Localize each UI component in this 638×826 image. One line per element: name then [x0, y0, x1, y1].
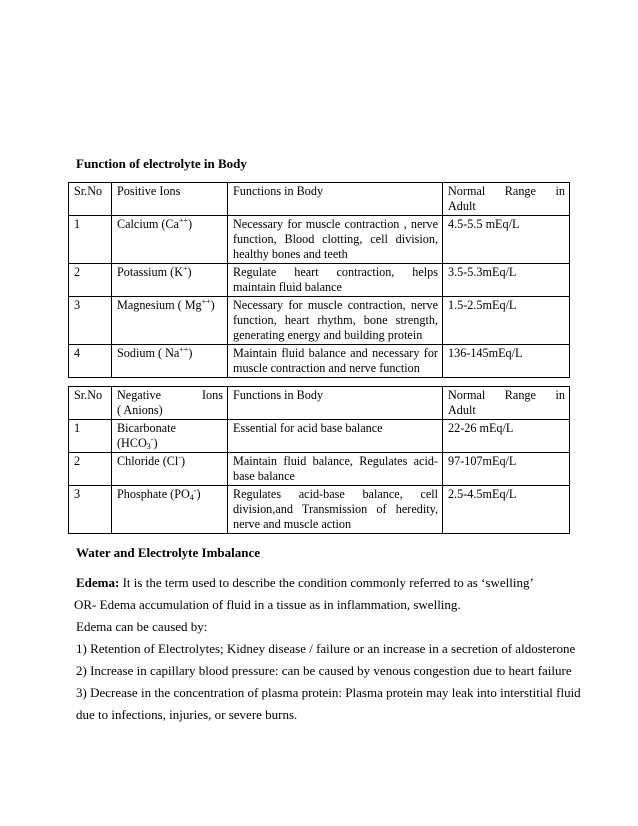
- ion-close: ): [187, 265, 192, 279]
- ion-close: ): [210, 298, 215, 312]
- cell-srno: 3: [69, 297, 112, 345]
- cell-ion: [112, 453, 228, 486]
- ion-close: ): [196, 487, 201, 501]
- header-normal-word: Normal: [448, 388, 486, 402]
- edema-label: Edema:: [76, 575, 120, 590]
- cell-srno: 1: [69, 420, 112, 453]
- table-row: [69, 345, 570, 378]
- header-functions: Functions in Body: [228, 183, 443, 216]
- header-normal-range: [443, 387, 570, 420]
- edema-cause-2: 2) Increase in capillary blood pressure: can be caused by venous congestion due to heart failure: [76, 663, 572, 678]
- header-normal-word: Normal: [448, 184, 486, 198]
- header-adult-word: Adult: [448, 403, 476, 417]
- cell-range: 97-107mEq/L: [443, 453, 570, 486]
- ion-name: Potassium (K: [117, 265, 184, 279]
- ion-name: Magnesium ( Mg: [117, 298, 202, 312]
- cell-ion: [112, 264, 228, 297]
- ion-name: (HCO: [117, 436, 147, 450]
- header-normal-range: [443, 183, 570, 216]
- header-anions-word: ( Anions): [117, 403, 163, 417]
- cell-ion: [112, 420, 228, 453]
- header-negative-word: Negative: [117, 388, 161, 402]
- header-srno: Sr.No: [69, 387, 112, 420]
- edema-caused-by: Edema can be caused by:: [76, 619, 208, 634]
- edema-cause-3-continued: due to infections, injuries, or severe burns.: [76, 707, 298, 722]
- ion-charge: -: [193, 486, 197, 495]
- header-ions-word: Ions: [202, 388, 223, 402]
- ion-subscript: 4: [189, 493, 194, 502]
- cell-function: Essential for acid base balance: [228, 420, 443, 453]
- cell-range: 1.5-2.5mEq/L: [443, 297, 570, 345]
- header-range-word: Range: [504, 184, 536, 198]
- cell-srno: 2: [69, 264, 112, 297]
- ion-charge: -: [178, 453, 181, 462]
- table-row: [69, 486, 570, 534]
- table-header-row: [69, 387, 570, 420]
- header-range-word: Range: [504, 388, 536, 402]
- ion-close: ): [187, 217, 193, 231]
- cell-function: Regulate heart contraction, helps maintain fluid balance: [228, 264, 443, 297]
- cell-ion: [112, 216, 228, 264]
- edema-definition: [76, 575, 534, 591]
- cell-range: 22-26 mEq/L: [443, 420, 570, 453]
- header-ions: [112, 387, 228, 420]
- positive-ions-table: [68, 182, 570, 378]
- cell-ion: [112, 486, 228, 534]
- ion-name-line1: Bicarbonate: [117, 421, 176, 435]
- ion-name: Phosphate (PO: [117, 487, 190, 501]
- table-row: [69, 216, 570, 264]
- ion-close: ): [180, 454, 186, 468]
- ion-charge: -: [150, 435, 154, 444]
- section-title-electrolyte-function: Function of electrolyte in Body: [76, 156, 247, 171]
- cell-srno: 2: [69, 453, 112, 486]
- edema-cause-1: 1) Retention of Electrolytes; Kidney disease / failure or an increase in a secretion of aldosterone: [76, 641, 576, 656]
- cell-function: Maintain fluid balance, Regulates acid-base balance: [228, 453, 443, 486]
- cell-range: 136-145mEq/L: [443, 345, 570, 378]
- cell-ion: [112, 345, 228, 378]
- edema-cause-3: 3) Decrease in the concentration of plasma protein: Plasma protein may leak into interstitial fluid: [76, 685, 581, 700]
- cell-range: 4.5-5.5 mEq/L: [443, 216, 570, 264]
- table-header-row: [69, 183, 570, 216]
- cell-function: Maintain fluid balance and necessary for muscle contraction and nerve function: [228, 345, 443, 378]
- cell-srno: 1: [69, 216, 112, 264]
- ion-close: ): [153, 436, 158, 450]
- section-title-imbalance: Water and Electrolyte Imbalance: [76, 545, 261, 560]
- table-row: [69, 453, 570, 486]
- cell-range: 2.5-4.5mEq/L: [443, 486, 570, 534]
- ion-subscript: 3: [146, 442, 151, 451]
- header-in-word: in: [555, 184, 565, 198]
- table-row: [69, 420, 570, 453]
- cell-function: Necessary for muscle contraction, nerve function, heart rhythm, bone strength, generating energy and building protein: [228, 297, 443, 345]
- table-row: [69, 297, 570, 345]
- cell-ion: [112, 297, 228, 345]
- header-adult-word: Adult: [448, 199, 476, 213]
- edema-or-line: OR- Edema accumulation of fluid in a tissue as in inflammation, swelling.: [74, 597, 461, 612]
- cell-srno: 3: [69, 486, 112, 534]
- table-row: [69, 264, 570, 297]
- header-ions: Positive Ions: [112, 183, 228, 216]
- cell-function: Regulates acid-base balance, cell division,and Transmission of heredity, nerve and muscle action: [228, 486, 443, 534]
- cell-srno: 4: [69, 345, 112, 378]
- header-in-word: in: [555, 388, 565, 402]
- ion-charge: ++: [178, 216, 188, 225]
- ion-charge: ++: [201, 297, 211, 306]
- ion-name: Calcium (Ca: [117, 217, 179, 231]
- negative-ions-table: [68, 386, 570, 534]
- header-functions: Functions in Body: [228, 387, 443, 420]
- cell-function: Necessary for muscle contraction , nerve function, Blood clotting, cell division, healthy bones and teeth: [228, 216, 443, 264]
- cell-range: 3.5-5.3mEq/L: [443, 264, 570, 297]
- edema-text: It is the term used to describe the condition commonly referred to as ‘swelling’: [119, 575, 534, 590]
- ion-name: Chloride (Cl: [117, 454, 179, 468]
- ion-name: Sodium ( Na: [117, 346, 180, 360]
- ion-close: ): [188, 346, 193, 360]
- header-srno: Sr.No: [69, 183, 112, 216]
- ion-charge: +: [183, 264, 188, 273]
- ion-charge: ++: [179, 345, 189, 354]
